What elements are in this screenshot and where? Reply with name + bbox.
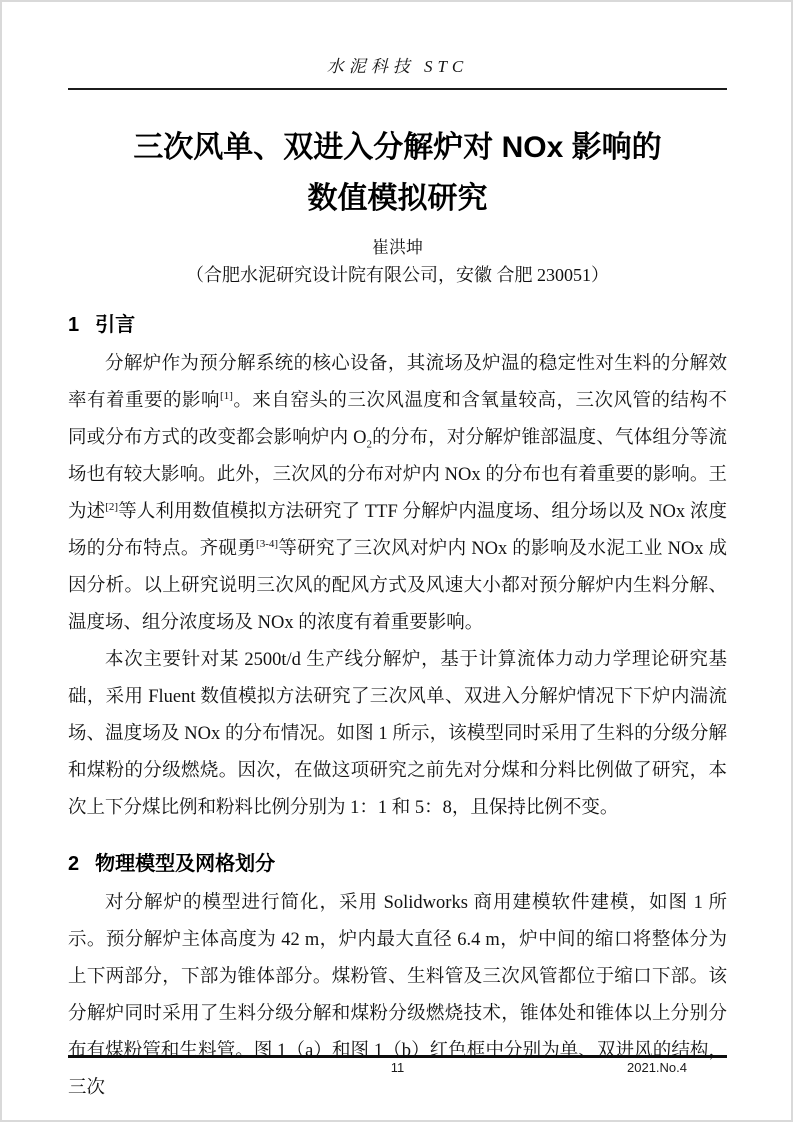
section-heading-physical-model [68,849,727,879]
paragraph-introduction-1: 分解炉作为预分解系统的核心设备，其流场及炉温的稳定性对生料的分解效率有着重要的影响[1]。来自窑头的三次风温度和含氧量较高，三次风管的结构不同或分布方式的改变都会影响炉内 $O_2$的分布，对分解炉锥部温度、气体组分等流场也有较大影响。此外，三次风的分布对炉内 NOx 的分布也有着重要的影响。王为述[2]等人利用数值模拟方法研究了 TTF 分解炉内温度场、组分场以及 NOx 浓度场的分布特点。齐砚勇[3-4]等研究了三次风对炉内 NOx 的影响及水泥工业 NOx 成因分析。以上研究说明三次风的配风方式及风速大小都对预分解炉内生料分解、温度场、组分浓度场及 NOx 的浓度有着重要影响。 [68,354,727,633]
issue-label: 2021.No.4 [627,1060,687,1075]
section-number: 1 [68,314,80,336]
section-number: 2 [68,853,80,875]
page-content [68,2,727,1107]
section-title: 引言 [95,314,136,336]
author-name: 崔洪坤 [372,238,423,257]
article-title-line-1: 三次风单、双进入分解炉对 NOx 影响的 [133,131,662,164]
article-title [68,122,727,224]
paragraph-physical-model-1: 对分解炉的模型进行简化，采用 Solidworks 商用建模软件建模，如图 1 所示。预分解炉主体高度为 42 m，炉内最大直径 6.4 m，炉中间的缩口将整体分为上下两部分，下部为锥体部分。煤粉管、生料管及三次风管都位于缩口下部。该分解炉同时采用了生料分级分解和煤粉分级燃烧技术，锥体处和锥体以上分别分布有煤粉管和生料管。图 1（a）和图 1（b）红色框中分别为单、双进风的结构，三次 [68,893,727,1098]
author-affiliation: （合肥水泥研究设计院有限公司，安徽 合肥 230051） [186,265,609,285]
article-title-line-2: 数值模拟研究 [307,182,488,215]
page-footer [68,1055,727,1080]
journal-title: 水泥科技 STC [326,57,469,76]
header-rule [68,88,727,90]
footer-row [68,1060,727,1080]
paragraph-introduction-2: 本次主要针对某 2500t/d 生产线分解炉，基于计算流体力动力学理论研究基础，采用 Fluent 数值模拟方法研究了三次风单、双进入分解炉情况下下炉内湍流场、温度场及 NOx 的分布情况。如图 1 所示，该模型同时采用了生料的分级分解和煤粉的分级燃烧。因次，在做这项研究之前先对分煤和分料比例做了研究，本次上下分煤比例和粉料比例分别为 1：1 和 5：8，且保持比例不变。 [68,650,727,818]
section-title: 物理模型及网格划分 [95,853,276,875]
footer-rule [68,1055,727,1058]
section-heading-introduction [68,310,727,340]
page-number: 11 [390,1060,405,1075]
